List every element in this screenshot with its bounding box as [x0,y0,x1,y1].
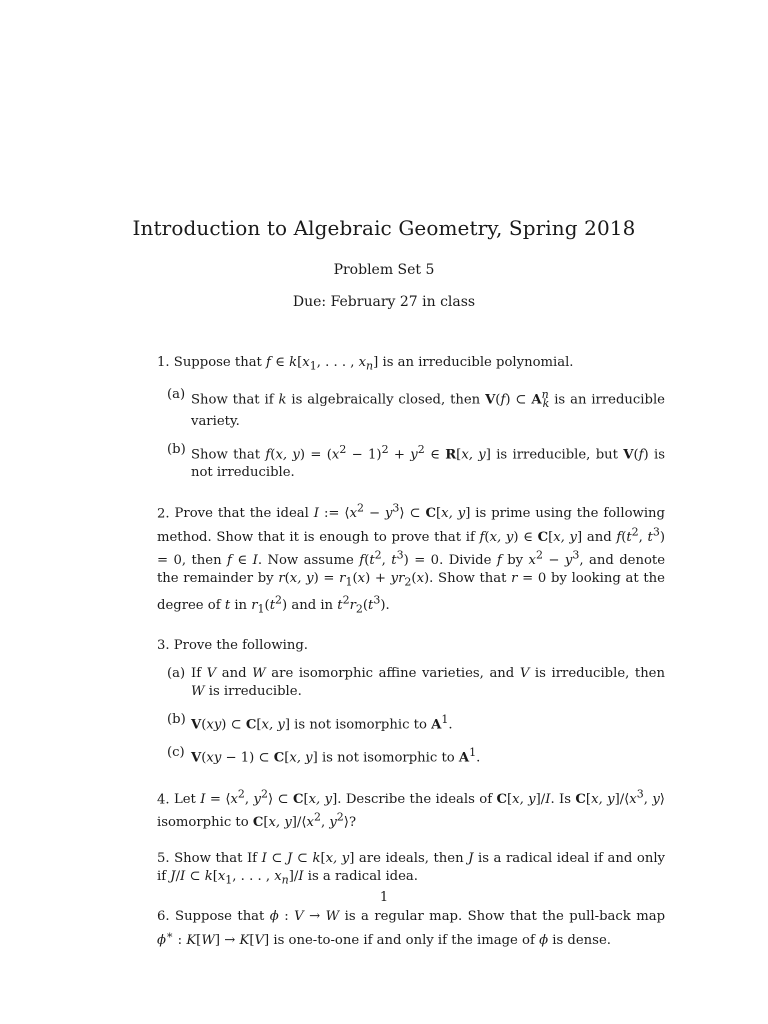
problem-number: 3. [157,637,174,653]
part-text: Show that f(x, $y) = (x^2 - 1)^2 + y^2$ ∈ R[x, y] is irreducible, but V(f) is not irreducible. [191,442,666,481]
problem-statement [157,354,665,376]
problem-text: Suppose that ϕ : V → W is a regular map. Show that the pull-back map ϕ∗ : K[W] → K[V] is one-to-one if and only if the image of ϕ is dense. [157,909,666,948]
part-text: V(xy) ⊂ C[x, y] is not isomorphic to $A^1$. [191,712,453,733]
problem-statement [157,850,665,890]
problem-text: Show that If I ⊂ J ⊂ k[x, y] are ideals, then J is a radical ideal if and only if J/I ⊂ $k[x_1$, . . . , $x_n]/I$ is a radical idea. [157,851,665,888]
problem-5 [157,850,665,890]
problem-number: 5. [157,851,175,867]
problem-parts [157,386,665,482]
part-label: (b) [167,441,186,457]
problem-text: Let $I = ⟨x^2$, $y^2⟩$ ⊂ C[x, y]. Describe the ideals of C[x, y]/I. Is C[x, $y]/⟨x^3$, y⟩ isomorphic to C[x, $y]/⟨x^2$, $y^2⟩$? [157,787,665,831]
problem-statement [157,500,665,619]
problem-number: 4. [157,792,174,808]
problem-number: 1. [157,355,174,370]
problem-text: Suppose that f ∈ $k[x_1$, . . . , $x_n$] is an irreducible polynomial. [173,355,574,373]
problem-part [167,665,665,701]
problem-1 [157,354,665,482]
problem-number: 2. [157,506,175,522]
page-number: 1 [379,890,389,905]
problem-part [167,441,665,482]
problem-parts [157,665,665,768]
part-label: (c) [167,745,185,761]
due-date: Due: February 27 in class [292,294,476,310]
part-label: (b) [167,711,186,727]
part-text: V(xy − 1) ⊂ C[x, y] is not isomorphic to $A^1$. [191,746,481,766]
part-text: If V and W are isomorphic affine varieties, and V is irreducible, then W is irreducible. [191,665,665,699]
part-label: (a) [167,386,186,402]
problem-number: 6. [157,909,176,925]
problem-statement [157,786,665,833]
problem-text: Prove the following. [173,637,308,653]
document-title: Introduction to Algebraic Geometry, Spring 2018 [132,216,636,240]
problem-list [157,354,665,968]
problem-text: Prove that the ideal I := $⟨x^2$ − $y^3⟩$ ⊂ C[x, y] is prime using the following method. Show that it is enough to prove that if f(x, y) ∈ C[x, y] and $f(t^2$, $t^3) = 0$, then f ∈ I. Now assume $f(t^2$, $t^3) = 0$. Divide f by $x^2 - y^3$, and denote the remainder by r(x, $y) = r_1(x) + yr_2(x)$. Show that r = 0 by looking at the degree of t in $r_1(t^2)$ and in $t^2r_2(t^3)$. [157,502,666,616]
problem-part [167,744,665,767]
problem-3 [157,637,665,768]
problem-part [167,711,665,734]
problem-statement [157,637,665,655]
problem-6 [157,908,665,949]
part-label: (a) [167,665,186,681]
problem-statement [157,908,665,949]
problem-4 [157,786,665,833]
problem-set-label: Problem Set 5 [333,262,435,278]
problem-part [167,386,665,431]
problem-2 [157,500,665,619]
part-text: Show that if k is algebraically closed, then V(f) ⊂ $A^n_k$ is an irreducible variety. [191,387,665,429]
